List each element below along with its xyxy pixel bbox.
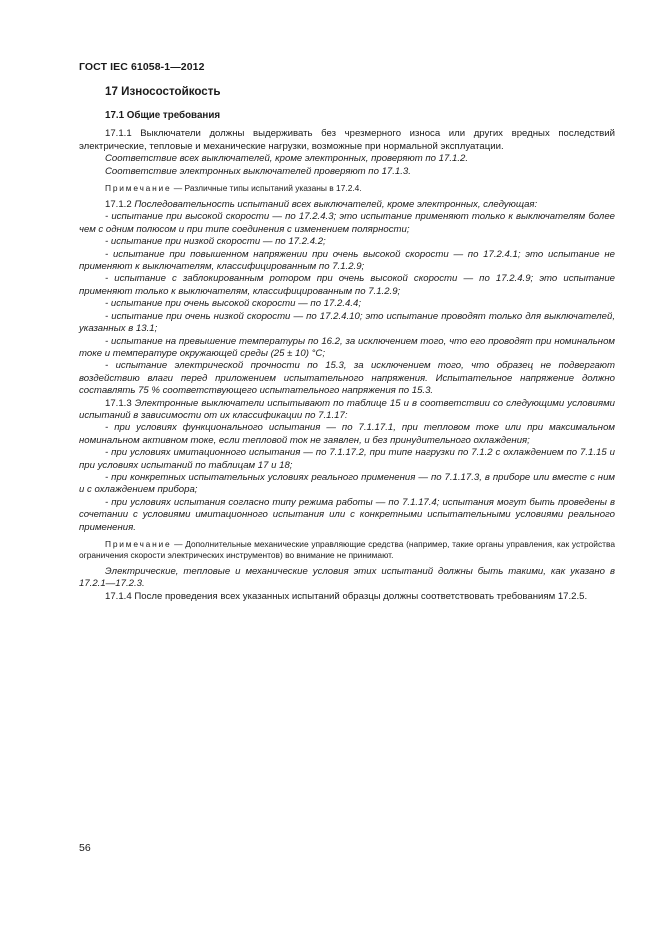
note-text: — Различные типы испытаний указаны в 17.2.4. — [171, 183, 362, 194]
clause-text: Электронные выключатели испытывают по таблице 15 и в соответствии со следующими условиями испытаний в зависимости от их классификации по 7.1.17: — [79, 397, 615, 421]
clause-17-1-3 — [79, 398, 615, 423]
standard-header: ГОСТ IEC 61058-1—2012 — [79, 61, 205, 73]
note-text: — Дополнительные механические управляющие средства (например, такие органы управления, как устройства ограничения скорости электрических инструментов) во внимание не принимают. — [79, 539, 615, 560]
list-item: - при конкретных испытательных условиях реального применения — по 7.1.17.3, в приборе или вместе с ним и с охлаждением прибора; — [79, 471, 615, 496]
list-item: - испытание с заблокированным ротором при очень высокой скорости — по 17.2.4.9; это испытание применяют только к выключателям, классифицированным по 7.1.2.9; — [79, 273, 615, 297]
list-item: - испытание при высокой скорости — по 17.2.4.3; это испытание применяют только к выключателям более чем с одним полюсом и при типе соединения с изменением полярности; — [79, 211, 615, 235]
subsection-title: 17.1 Общие требования — [105, 110, 221, 121]
list-item: - при условиях испытания согласно типу режима работы — по 7.1.17.4; испытания могут быть проведены в сочетании с условиями имитационного испытания или с конкретными испытательными условиями реального применения. — [79, 496, 615, 533]
list-item: - при условиях имитационного испытания — по 7.1.17.2, при типе нагрузки по 7.1.2 с охлаждением по 7.1.15 и при условиях испытаний по таблицам 17 и 18; — [79, 447, 615, 471]
page-content — [79, 84, 615, 603]
conditions-paragraph: Электрические, тепловые и механические условия этих испытаний должны быть такими, как указано в 17.2.1—17.2.3. — [79, 566, 615, 590]
list-item: - испытание при очень высокой скорости — по 17.2.4.4; — [105, 298, 362, 310]
compliance-note-1: Соответствие всех выключателей, кроме электронных, проверяют по 17.1.2. — [105, 153, 469, 165]
note-1 — [79, 183, 615, 194]
note-label: Примечание — [105, 539, 172, 549]
list-item: - при условиях функционального испытания — по 7.1.17.1, при тепловом токе или при максимальном номинальном активном токе, если тепловой ток не заявлен, и без принудительного охлаждения; — [79, 422, 615, 446]
clause-text: Последовательность испытаний всех выключателей, кроме электронных, следующая: — [134, 199, 538, 211]
list-item: - испытание при низкой скорости — по 17.2.4.2; — [105, 236, 326, 248]
clause-17-1-1: 17.1.1 Выключатели должны выдерживать без чрезмерного износа или других вредных последствий электрические, тепловые и механические нагрузки, возможные при нормальной эксплуатации. — [79, 128, 615, 152]
note-2 — [79, 539, 615, 561]
list-item: - испытание при очень низкой скорости — по 17.2.4.10; это испытание проводят только для выключателей, указанных в 13.1; — [79, 310, 615, 335]
clause-17-1-4: 17.1.4 После проведения всех указанных испытаний образцы должны соответствовать требованиям 17.2.5. — [105, 590, 588, 602]
clause-number: 17.1.3 — [105, 397, 135, 409]
note-label: Примечание — [105, 183, 172, 194]
section-title: 17 Износостойкость — [105, 85, 221, 98]
page-number: 56 — [79, 842, 91, 854]
clause-17-1-2 — [79, 199, 615, 211]
list-item: - испытание электрической прочности по 15.3, за исключением того, что образец не подвергают воздействию влаги перед приложением испытательного напряжения. Испытательное напряжение должно составлять 75 % соответствующего испытательного напряжения по 15.3. — [79, 360, 615, 397]
clause-number: 17.1.2 — [105, 199, 135, 211]
compliance-note-2: Соответствие электронных выключателей проверяют по 17.1.3. — [105, 165, 411, 177]
list-item: - испытание на превышение температуры по 16.2, за исключением того, что его проводят при номинальном токе и температуре окружающей среды (25 ± 10) °С; — [79, 335, 615, 359]
list-item: - испытание при повышенном напряжении при очень высокой скорости — по 17.2.4.1; это испытание не применяют к выключателям, классифицированным по 7.1.2.9; — [79, 248, 615, 273]
